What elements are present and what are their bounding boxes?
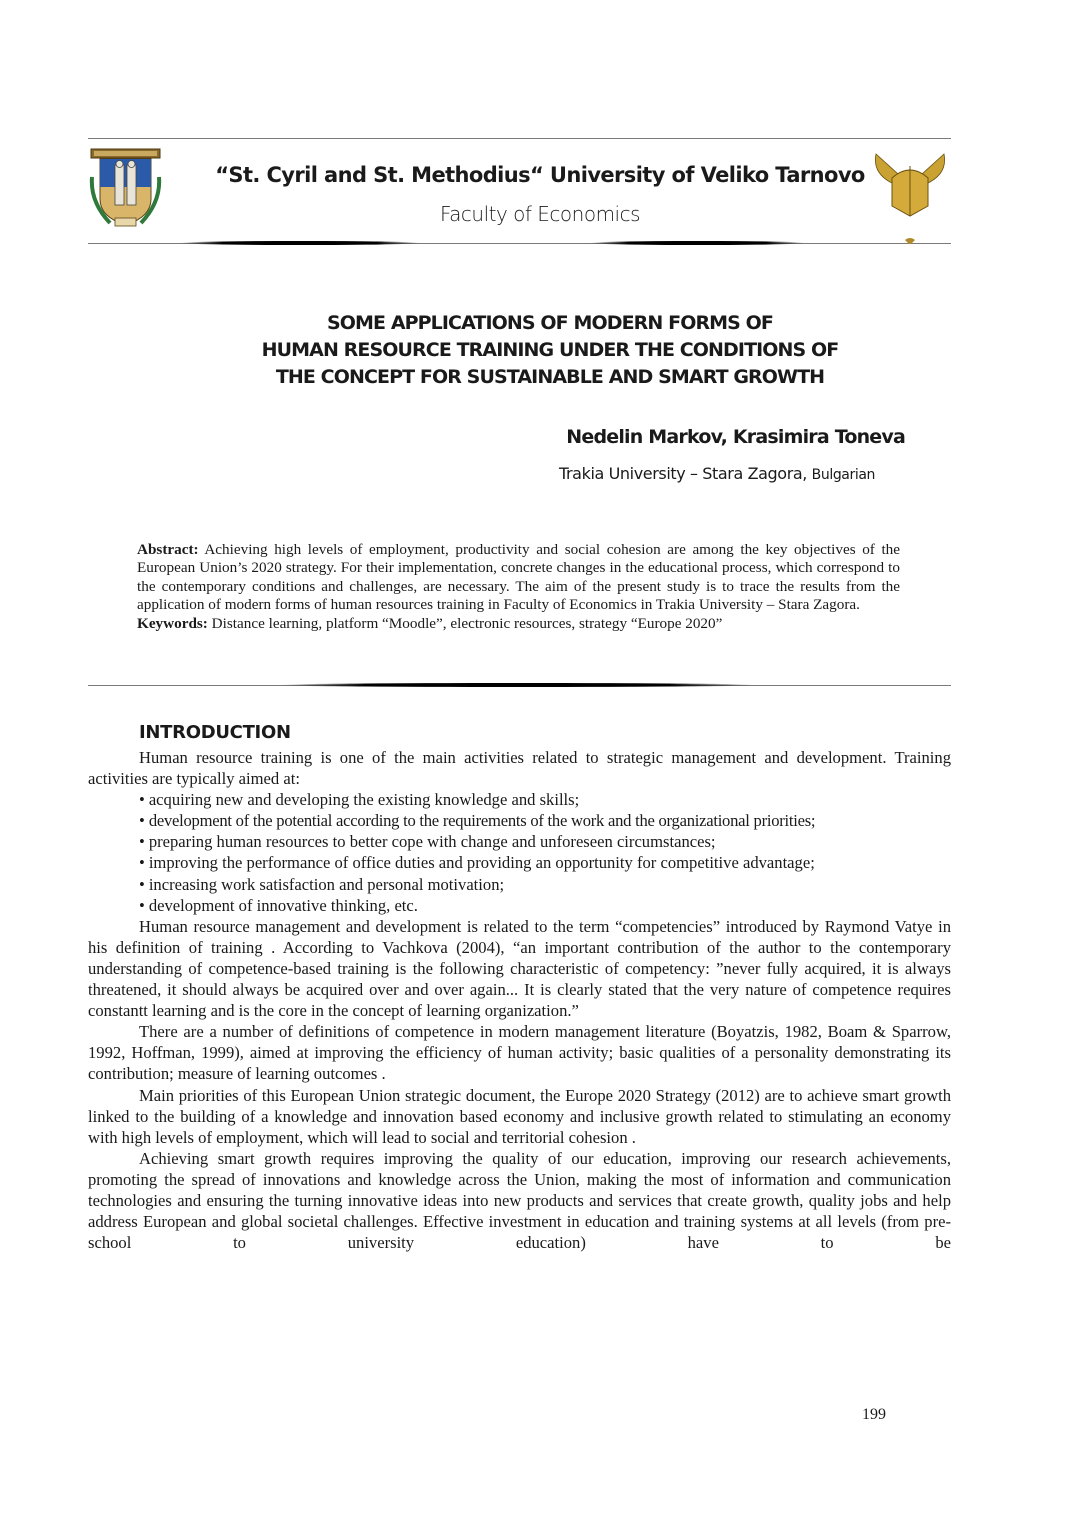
list-item: • development of the potential according to the requirements of the work and the organizational priorities;: [139, 811, 816, 831]
affiliation: [559, 464, 875, 483]
bullet-icon: •: [139, 790, 145, 810]
bullet-icon: •: [139, 853, 145, 873]
bullet-icon: •: [139, 811, 145, 831]
list-item: • preparing human resources to better cope with change and unforeseen circumstances;: [139, 832, 716, 852]
bullet-icon: •: [139, 832, 145, 852]
affiliation-country: Bulgarian: [811, 467, 875, 483]
paragraph: Achieving smart growth requires improving the quality of our education, improving our research achievements, promoting the spread of innovations and knowledge across the Union, making the most of information and communication technologies and ensuring the turning innovative ideas into new products and services that create growth, quality jobs and help address European and global societal challenges. Effective investment in education and training systems at all levels (from pre-school to university education) have to be: [88, 1148, 951, 1253]
list-item: • development of innovative thinking, etc.: [139, 895, 418, 915]
paragraph: Main priorities of this European Union strategic document, the Europe 2020 Strategy (2012) are to achieve smart growth linked to the building of a knowledge and innovation based economy and inclusive growth related to stimulating an economy with high levels of employment, which will lead to social and territorial cohesion .: [88, 1085, 951, 1147]
paper-title-line: THE CONCEPT FOR SUSTAINABLE AND SMART GROWTH: [275, 366, 825, 388]
page-number: 199: [862, 1406, 886, 1423]
paper-title-line: HUMAN RESOURCE TRAINING UNDER THE CONDITIONS OF: [261, 339, 839, 361]
header-top-rule: [88, 138, 951, 139]
section-heading-introduction: INTRODUCTION: [139, 722, 291, 743]
abstract-block: [137, 541, 900, 633]
affiliation-main: Trakia University – Stara Zagora,: [558, 464, 807, 483]
keywords-text: Distance learning, platform “Moodle”, electronic resources, strategy “Europe 2020”: [211, 614, 723, 632]
paragraph: Human resource training is one of the main activities related to strategic management and development. Training activities are typically aimed at:: [88, 748, 951, 789]
bullet-icon: •: [139, 895, 145, 915]
keywords-paragraph: [137, 615, 900, 633]
faculty-name: Faculty of Economics: [439, 202, 641, 226]
authors: Nedelin Markov, Krasimira Toneva: [566, 426, 905, 448]
keywords-label: Keywords:: [137, 614, 208, 632]
bullet-list: [88, 789, 951, 916]
header-ornament-right: [590, 241, 805, 245]
paragraph: Human resource management and development is related to the term “competencies” introduced by Raymond Vatye in his definition of training . According to Vachkova (2004), “an important contribution of the author to the contemporary understanding of competence-based training is the following characteristic of competency: ”never fully acquired, it is always threatened, it should always be acquired over and over again... It is clearly stated that the very nature of competence requires constantt learning and is the core in the concept of learning organization.”: [88, 916, 951, 1021]
paper-title: [0, 310, 1080, 391]
university-name: “St. Cyril and St. Methodius“ University of Veliko Tarnovo: [215, 163, 865, 187]
list-item: • improving the performance of office duties and providing an opportunity for competitive advantage;: [139, 853, 815, 873]
paper-title-line: SOME APPLICATIONS OF MODERN FORMS OF: [326, 312, 774, 334]
list-item: • acquiring new and developing the existing knowledge and skills;: [139, 790, 580, 810]
abstract-paragraph: [137, 541, 900, 615]
header-ornament-left: [180, 241, 420, 245]
abstract-label: Abstract:: [137, 541, 199, 558]
bullet-icon: •: [139, 874, 145, 894]
paragraph: There are a number of definitions of competence in modern management literature (Boyatzis, 1982, Boam & Sparrow, 1992, Hoffman, 1999), aimed at improving the efficiency of human activity; basic qualities of a personality demonstrating its contribution; measure of learning outcomes .: [88, 1022, 951, 1084]
list-item: • increasing work satisfaction and personal motivation;: [139, 874, 505, 894]
faculty-emblem-icon: [872, 144, 948, 244]
introduction-body: [88, 747, 951, 1253]
abstract-ornament: [280, 683, 755, 687]
abstract-text: Achieving high levels of employment, productivity and social cohesion are among the key objectives of the European Union’s 2020 strategy. For their implementation, concrete changes in the educational process, which correspond to the contemporary conditions and challenges, are necessary. The aim of the present study is to trace the results from the application of modern forms of human resources training in Faculty of Economics in Trakia University – Stara Zagora.: [137, 541, 900, 614]
